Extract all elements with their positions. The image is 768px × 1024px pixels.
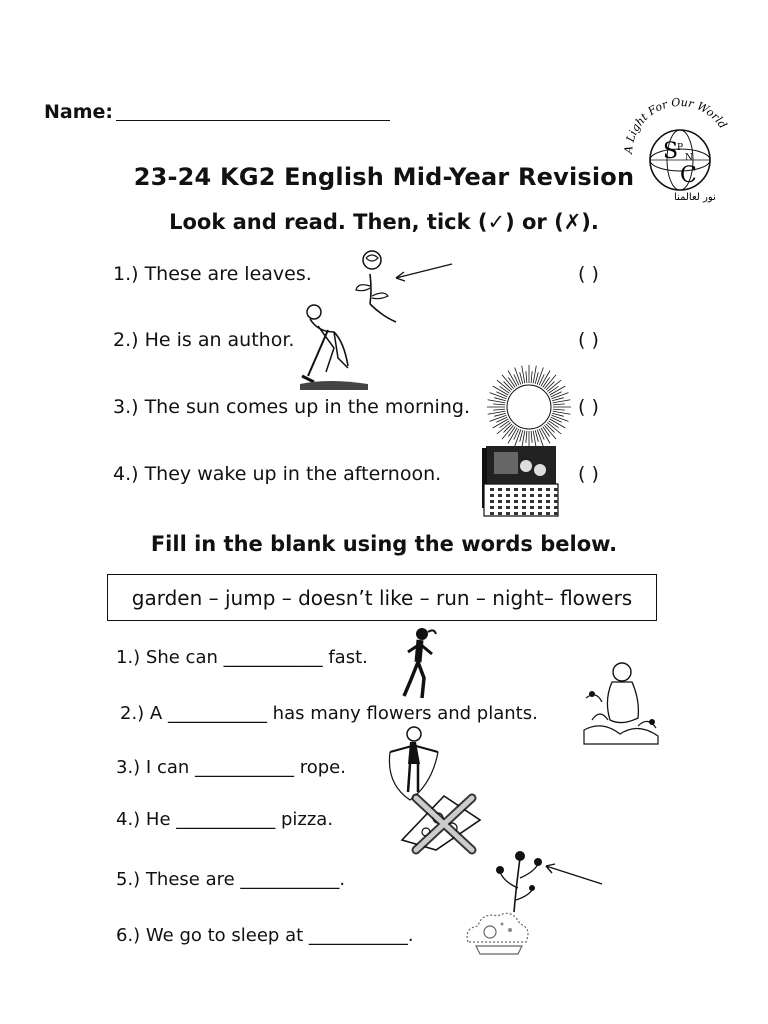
- tick-question-3: 3.) The sun comes up in the morning.: [113, 396, 470, 418]
- tick-box-3[interactable]: ( ): [578, 396, 599, 418]
- name-blank-line[interactable]: [116, 120, 390, 121]
- crossed-pizza-icon: [396, 792, 492, 854]
- fill-question-1: 1.) She can ___________ fast.: [116, 647, 368, 668]
- section2-instruction: Fill in the blank using the words below.: [150, 532, 618, 556]
- section1-instruction: Look and read. Then, tick (✓) or (✗).: [169, 210, 599, 234]
- logo-letter-c: C: [680, 163, 697, 188]
- logo-letter-s: S: [663, 139, 679, 164]
- fill-question-4: 4.) He ___________ pizza.: [116, 809, 334, 830]
- night-sleep-icon: [462, 902, 532, 958]
- fill-question-3: 3.) I can ___________ rope.: [116, 757, 346, 778]
- word-bank: garden – jump – doesn’t like – run – night– flowers: [107, 574, 657, 621]
- logo-arabic: نور لعالمنا: [674, 192, 716, 203]
- name-label: Name:: [44, 101, 114, 123]
- tick-box-4[interactable]: ( ): [578, 463, 599, 485]
- tick-box-2[interactable]: ( ): [578, 329, 599, 351]
- fill-question-6: 6.) We go to sleep at ___________.: [116, 925, 414, 946]
- gardener-icon: [298, 302, 370, 390]
- fill-question-5: 5.) These are ___________.: [116, 869, 346, 890]
- runner-icon: [398, 626, 438, 704]
- page-title: 23-24 KG2 English Mid-Year Revision: [133, 163, 635, 191]
- sun-icon: [486, 364, 572, 450]
- logo-letter-n: N: [685, 153, 693, 163]
- logo-letter-p: P: [677, 143, 684, 153]
- tick-question-4: 4.) They wake up in the afternoon.: [113, 463, 442, 485]
- fill-question-2: 2.) A ___________ has many flowers and plants.: [120, 703, 538, 724]
- tick-question-1: 1.) These are leaves.: [113, 263, 312, 285]
- tick-question-2: 2.) He is an author.: [113, 329, 295, 351]
- tick-box-1[interactable]: ( ): [578, 263, 599, 285]
- bedroom-icon: [480, 442, 560, 522]
- garden-woman-icon: [582, 660, 660, 746]
- logo-motto: A Light For Our World: [621, 95, 730, 155]
